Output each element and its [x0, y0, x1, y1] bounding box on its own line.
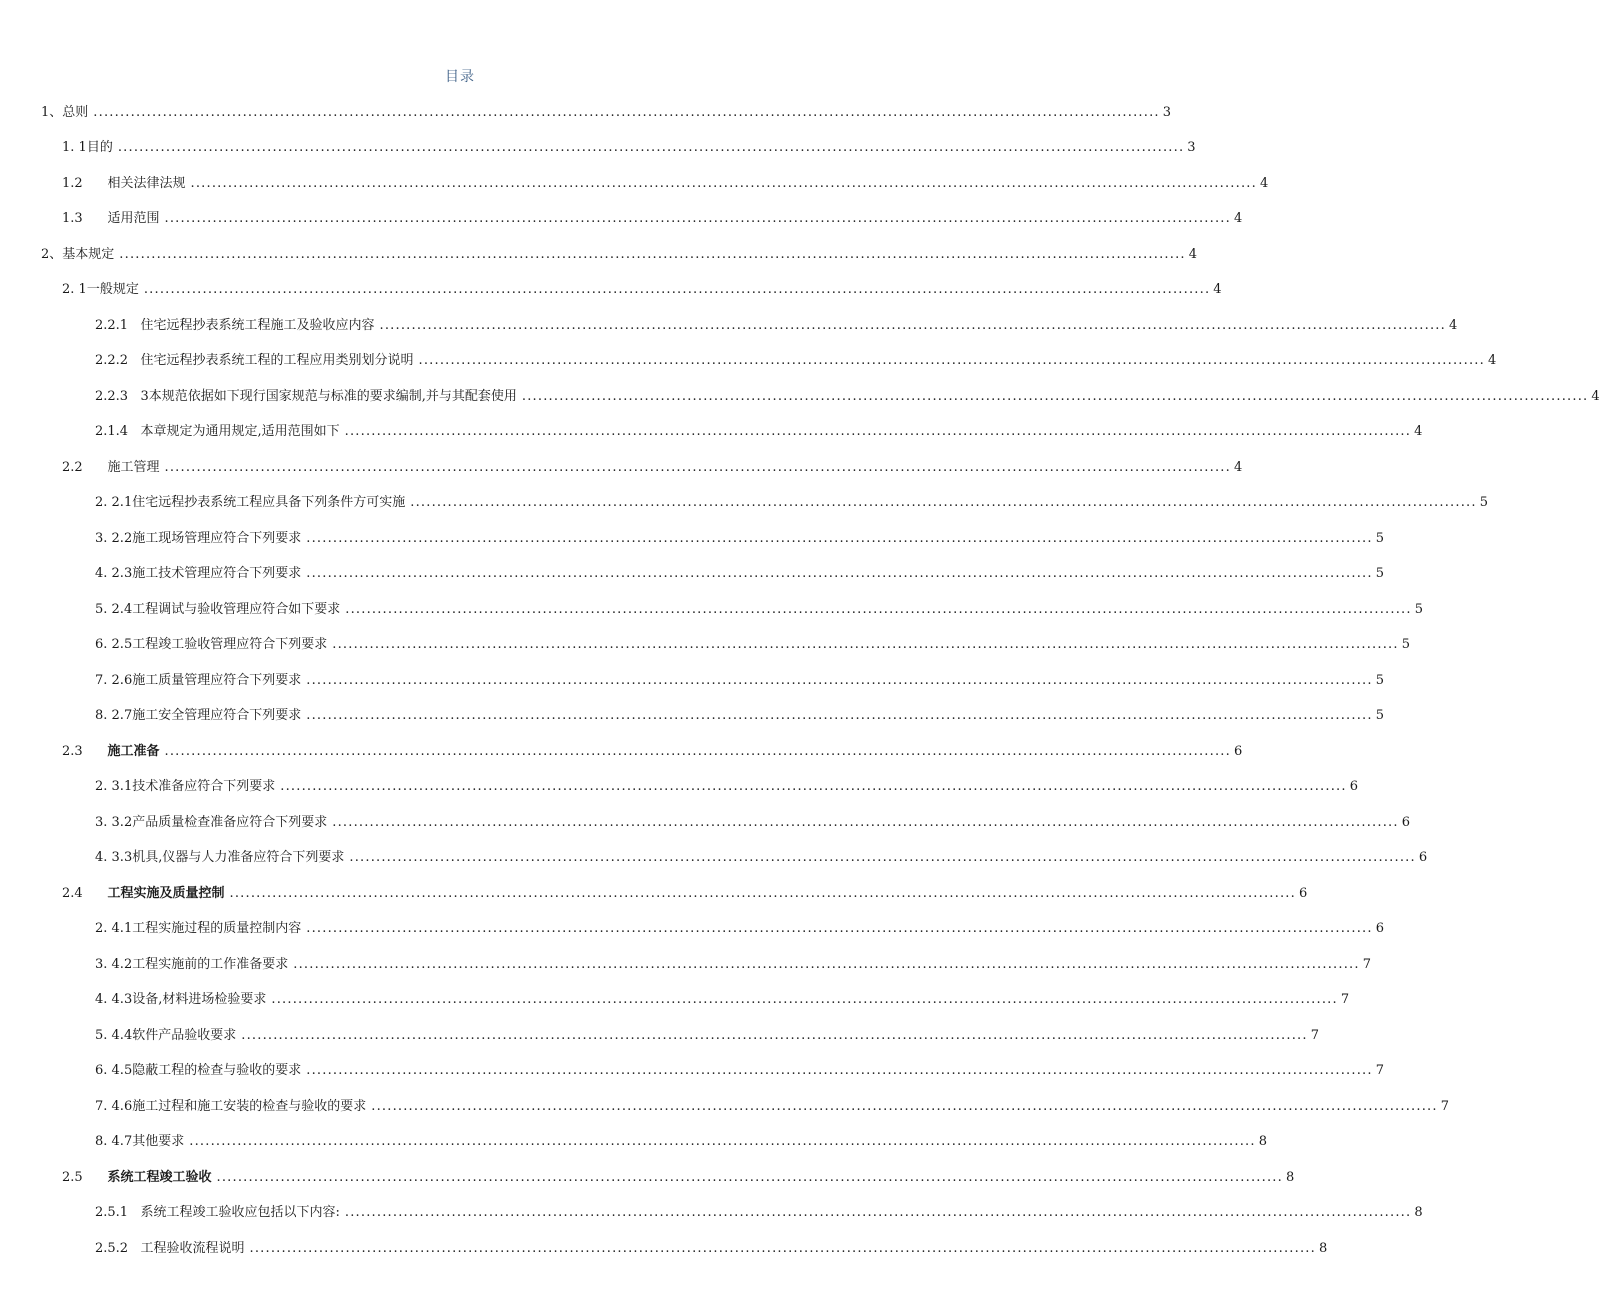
- toc-entry-label: [62, 211, 162, 227]
- toc-entry[interactable]: [0, 770, 1358, 806]
- toc-entry-number: 1.3: [62, 211, 83, 227]
- toc-entry[interactable]: [0, 1054, 1384, 1090]
- toc-page-number: 3: [1187, 140, 1196, 156]
- toc-entry[interactable]: [0, 521, 1384, 557]
- toc-entry-label: [95, 389, 519, 405]
- toc-entry-text: 设备,材料进场检验要求: [132, 992, 267, 1008]
- toc-page-number: 4: [1188, 246, 1198, 262]
- toc-entry[interactable]: [0, 876, 1308, 912]
- toc-dot-leader: ........................................................................................................................................................................................................: [271, 992, 1338, 1008]
- toc-page-number: 8: [1285, 1169, 1295, 1185]
- toc-entry-text: 软件产品验收要求: [132, 1027, 237, 1043]
- toc-page-number: 4: [1259, 175, 1269, 191]
- toc-entry-text: 施工现场管理应符合下列要求: [132, 530, 302, 546]
- toc-entry-label: [62, 282, 141, 298]
- toc-entry-text: 其他要求: [132, 1134, 185, 1150]
- toc-page-number: 6: [1401, 814, 1410, 830]
- toc-dot-leader: ........................................................................................................................................................................................................: [293, 956, 1360, 972]
- toc-entry-text: 系统工程竣工验收应包括以下内容:: [140, 1205, 340, 1221]
- toc-entry-text: 施工质量管理应符合下列要求: [132, 672, 302, 688]
- toc-dot-leader: ........................................................................................................................................................................................................: [410, 495, 1477, 511]
- toc-entry-number: 3. 4.2: [95, 956, 133, 972]
- toc-entry-text: 3本规范依据如下现行国家规范与标准的要求编制,并与其配套使用: [140, 388, 517, 404]
- toc-entry-text: 系统工程竣工验收: [107, 1169, 212, 1185]
- toc-entry[interactable]: [0, 237, 1198, 273]
- toc-entry[interactable]: [0, 841, 1428, 877]
- toc-entry[interactable]: [0, 628, 1410, 664]
- toc-entry-text: 适用范围: [107, 211, 160, 227]
- toc-page-number: 8: [1318, 1240, 1328, 1256]
- toc-dot-leader: ........................................................................................................................................................................................................: [418, 353, 1485, 369]
- toc-entry-label: [95, 708, 303, 724]
- toc-page-number: 7: [1440, 1098, 1449, 1114]
- toc-entry[interactable]: [0, 1018, 1319, 1054]
- toc-page-number: 5: [1414, 601, 1423, 617]
- toc-entry-text: 住宅远程抄表系统工程应具备下列条件方可实施: [132, 495, 406, 511]
- toc-entry-number: 2.2.2: [95, 353, 129, 369]
- toc-entry-number: 7. 4.6: [95, 1098, 133, 1114]
- toc-page-number: 5: [1375, 530, 1384, 546]
- toc-entry-text: 隐蔽工程的检查与验收的要求: [132, 1063, 302, 1079]
- toc-dot-leader: ........................................................................................................................................................................................................: [332, 814, 1399, 830]
- toc-entry[interactable]: [0, 663, 1384, 699]
- toc-page-number: 6: [1375, 921, 1384, 937]
- toc-entry-label: [95, 318, 377, 334]
- toc-entry-text: 本章规定为通用规定,适用范围如下: [140, 424, 340, 440]
- toc-entry-label: [95, 602, 342, 618]
- toc-page-number: 4: [1213, 282, 1222, 298]
- toc-entry-text: 机具,仪器与人力准备应符合下列要求: [132, 850, 345, 866]
- toc-entry-number: 2.5.1: [95, 1205, 129, 1221]
- toc-entry-label: [95, 424, 342, 440]
- toc-entry-number: 2.2: [62, 459, 83, 475]
- toc-entry-label: [95, 1063, 303, 1079]
- toc-entry[interactable]: [0, 202, 1243, 238]
- toc-entry-text: 相关法律法规: [107, 175, 186, 191]
- toc-dot-leader: ........................................................................................................................................................................................................: [143, 282, 1211, 298]
- toc-entry[interactable]: [0, 415, 1423, 451]
- toc-dot-leader: ........................................................................................................................................................................................................: [306, 566, 1373, 582]
- toc-entry-number: 2.1.4: [95, 424, 129, 440]
- toc-entry[interactable]: [0, 734, 1243, 770]
- toc-entry-text: 技术准备应符合下列要求: [132, 779, 276, 795]
- toc-page-number: 4: [1233, 459, 1243, 475]
- toc-entry[interactable]: [0, 592, 1423, 628]
- toc-entry-label: [95, 992, 268, 1008]
- toc-page-number: 6: [1349, 779, 1358, 795]
- toc-entry-label: [41, 247, 116, 263]
- toc-dot-leader: ........................................................................................................................................................................................................: [93, 104, 1160, 120]
- toc-dot-leader: ........................................................................................................................................................................................................: [241, 1027, 1308, 1043]
- toc-dot-leader: ........................................................................................................................................................................................................: [345, 601, 1412, 617]
- toc-dot-leader: ........................................................................................................................................................................................................: [521, 388, 1589, 404]
- toc-entry-label: [62, 460, 162, 476]
- toc-entry-number: 2.4: [62, 885, 83, 901]
- toc-entry-number: 1. 1: [62, 140, 87, 156]
- toc-entry-label: [62, 886, 227, 902]
- toc-entry[interactable]: [0, 273, 1222, 309]
- toc-entry-label: [95, 1241, 247, 1257]
- toc-entry-number: 1、: [41, 104, 63, 120]
- toc-entry-label: [95, 1205, 342, 1221]
- toc-entry-number: 2. 3.1: [95, 779, 133, 795]
- toc-page-number: 5: [1479, 495, 1488, 511]
- toc-page-number: 6: [1418, 850, 1428, 866]
- toc-entry-text: 工程调试与验收管理应符合如下要求: [132, 601, 341, 617]
- toc-page-number: 6: [1298, 885, 1308, 901]
- toc-entry-label: [95, 779, 277, 795]
- toc-entry-text: 施工技术管理应符合下列要求: [132, 566, 302, 582]
- toc-entry-number: 2、: [41, 246, 63, 262]
- toc-entry-text: 住宅远程抄表系统工程的工程应用类别划分说明: [140, 353, 414, 369]
- toc-entry-number: 2.3: [62, 743, 83, 759]
- toc-dot-leader: ........................................................................................................................................................................................................: [379, 317, 1446, 333]
- toc-entry-label: [95, 957, 290, 973]
- toc-entry-number: 2.5.2: [95, 1240, 129, 1256]
- toc-entry[interactable]: [0, 1231, 1328, 1267]
- toc-entry-number: 2.5: [62, 1169, 83, 1185]
- toc-entry-label: [95, 566, 303, 582]
- toc-entry[interactable]: [0, 557, 1384, 593]
- toc-entry[interactable]: [0, 947, 1371, 983]
- toc-dot-leader: ........................................................................................................................................................................................................: [164, 211, 1231, 227]
- toc-entry[interactable]: [0, 699, 1384, 735]
- toc-page-number: 6: [1233, 743, 1243, 759]
- toc-dot-leader: ........................................................................................................................................................................................................: [306, 921, 1373, 937]
- toc-page-number: 5: [1375, 566, 1384, 582]
- toc-dot-leader: ........................................................................................................................................................................................................: [229, 885, 1296, 901]
- toc-page-number: 8: [1414, 1205, 1423, 1221]
- toc-entry-number: 5. 2.4: [95, 601, 133, 617]
- toc-dot-leader: ........................................................................................................................................................................................................: [306, 1063, 1373, 1079]
- toc-entry-label: [95, 637, 329, 653]
- toc-entry[interactable]: [0, 805, 1410, 841]
- toc-entry-number: 2. 2.1: [95, 495, 133, 511]
- toc-entry-number: 4. 3.3: [95, 850, 133, 866]
- toc-dot-leader: ........................................................................................................................................................................................................: [216, 1169, 1283, 1185]
- toc-entry-label: [62, 140, 115, 156]
- toc-entry-text: 总则: [62, 104, 89, 120]
- toc-dot-leader: ........................................................................................................................................................................................................: [164, 743, 1231, 759]
- toc-page-number: 4: [1414, 424, 1423, 440]
- toc-entry-number: 2. 4.1: [95, 921, 133, 937]
- toc-dot-leader: ........................................................................................................................................................................................................: [117, 140, 1185, 156]
- toc-dot-leader: ........................................................................................................................................................................................................: [249, 1240, 1316, 1256]
- toc-entry-label: [41, 105, 90, 121]
- table-of-contents: [0, 95, 1600, 1267]
- toc-entry-number: 5. 4.4: [95, 1027, 133, 1043]
- toc-entry[interactable]: [0, 983, 1350, 1019]
- toc-entry-number: 1.2: [62, 175, 83, 191]
- toc-entry-text: 工程实施前的工作准备要求: [132, 956, 289, 972]
- toc-entry-text: 产品质量检查准备应符合下列要求: [132, 814, 328, 830]
- toc-page-number: 3: [1162, 104, 1172, 120]
- toc-entry-label: [95, 815, 329, 831]
- toc-entry-label: [95, 1099, 368, 1115]
- toc-entry-number: 6. 4.5: [95, 1063, 133, 1079]
- toc-page-number: 7: [1310, 1027, 1319, 1043]
- toc-entry[interactable]: [0, 95, 1172, 131]
- toc-entry[interactable]: [0, 912, 1384, 948]
- toc-dot-leader: ........................................................................................................................................................................................................: [371, 1098, 1438, 1114]
- toc-entry-text: 工程验收流程说明: [140, 1240, 245, 1256]
- toc-page-number: 8: [1258, 1134, 1267, 1150]
- toc-entry-number: 2. 1: [62, 282, 87, 298]
- toc-title: 目录: [445, 69, 475, 85]
- toc-page-number: 7: [1375, 1063, 1384, 1079]
- toc-entry-label: [95, 1134, 186, 1150]
- toc-dot-leader: ........................................................................................................................................................................................................: [280, 779, 1347, 795]
- toc-entry-number: 2.2.1: [95, 317, 129, 333]
- toc-entry-number: 3. 2.2: [95, 530, 133, 546]
- toc-entry-text: 工程实施及质量控制: [107, 885, 225, 901]
- toc-entry-text: 施工安全管理应符合下列要求: [132, 708, 302, 724]
- toc-page-number: 5: [1375, 708, 1384, 724]
- toc-entry-label: [95, 1028, 238, 1044]
- toc-entry-label: [95, 921, 303, 937]
- toc-entry-number: 7. 2.6: [95, 672, 133, 688]
- toc-entry-label: [95, 850, 346, 866]
- toc-entry-number: 8. 2.7: [95, 708, 133, 724]
- toc-entry-number: 6. 2.5: [95, 637, 133, 653]
- toc-entry[interactable]: [0, 166, 1269, 202]
- toc-entry-text: 施工过程和施工安装的检查与验收的要求: [132, 1098, 367, 1114]
- toc-dot-leader: ........................................................................................................................................................................................................: [349, 850, 1416, 866]
- toc-entry[interactable]: [0, 1196, 1423, 1232]
- toc-entry-text: 施工管理: [107, 459, 160, 475]
- toc-entry[interactable]: [0, 486, 1488, 522]
- toc-dot-leader: ........................................................................................................................................................................................................: [344, 424, 1412, 440]
- toc-entry[interactable]: [0, 1125, 1267, 1161]
- toc-page-number: 7: [1340, 992, 1350, 1008]
- toc-entry-number: 4. 4.3: [95, 992, 133, 1008]
- toc-entry[interactable]: [0, 1089, 1449, 1125]
- toc-dot-leader: ........................................................................................................................................................................................................: [332, 637, 1399, 653]
- toc-entry-text: 基本规定: [62, 246, 115, 262]
- toc-dot-leader: ........................................................................................................................................................................................................: [306, 708, 1373, 724]
- toc-entry-text: 一般规定: [86, 282, 139, 298]
- toc-entry-number: 8. 4.7: [95, 1134, 133, 1150]
- toc-dot-leader: ........................................................................................................................................................................................................: [344, 1205, 1412, 1221]
- toc-entry[interactable]: [0, 379, 1600, 415]
- toc-entry-text: 工程实施过程的质量控制内容: [132, 921, 302, 937]
- toc-dot-leader: ........................................................................................................................................................................................................: [190, 175, 1257, 191]
- toc-page-number: 4: [1233, 211, 1243, 227]
- toc-page-number: 4: [1487, 353, 1497, 369]
- toc-page-number: 4: [1591, 388, 1600, 404]
- toc-dot-leader: ........................................................................................................................................................................................................: [189, 1134, 1256, 1150]
- toc-dot-leader: ........................................................................................................................................................................................................: [164, 459, 1231, 475]
- toc-dot-leader: ........................................................................................................................................................................................................: [119, 246, 1186, 262]
- toc-entry-label: [62, 1170, 214, 1186]
- toc-entry-label: [62, 744, 162, 760]
- toc-dot-leader: ........................................................................................................................................................................................................: [306, 672, 1373, 688]
- toc-entry-label: [95, 531, 303, 547]
- toc-entry-label: [62, 176, 188, 192]
- toc-entry[interactable]: [0, 131, 1196, 167]
- toc-entry-text: 住宅远程抄表系统工程施工及验收应内容: [140, 317, 375, 333]
- toc-entry-label: [95, 353, 416, 369]
- toc-dot-leader: ........................................................................................................................................................................................................: [306, 530, 1373, 546]
- toc-page-number: 5: [1401, 637, 1410, 653]
- toc-entry-number: 2.2.3: [95, 388, 129, 404]
- toc-entry[interactable]: [0, 308, 1458, 344]
- toc-entry-text: 工程竣工验收管理应符合下列要求: [132, 637, 328, 653]
- toc-entry[interactable]: [0, 344, 1497, 380]
- toc-page-number: 4: [1448, 317, 1458, 333]
- toc-page-number: 5: [1375, 672, 1384, 688]
- toc-entry[interactable]: [0, 1160, 1295, 1196]
- toc-entry-number: 4. 2.3: [95, 566, 133, 582]
- toc-entry-text: 目的: [86, 140, 113, 156]
- toc-page-number: 7: [1362, 956, 1371, 972]
- toc-entry[interactable]: [0, 450, 1243, 486]
- toc-entry-number: 3. 3.2: [95, 814, 133, 830]
- toc-entry-label: [95, 495, 407, 511]
- toc-entry-label: [95, 673, 303, 689]
- toc-entry-text: 施工准备: [107, 743, 160, 759]
